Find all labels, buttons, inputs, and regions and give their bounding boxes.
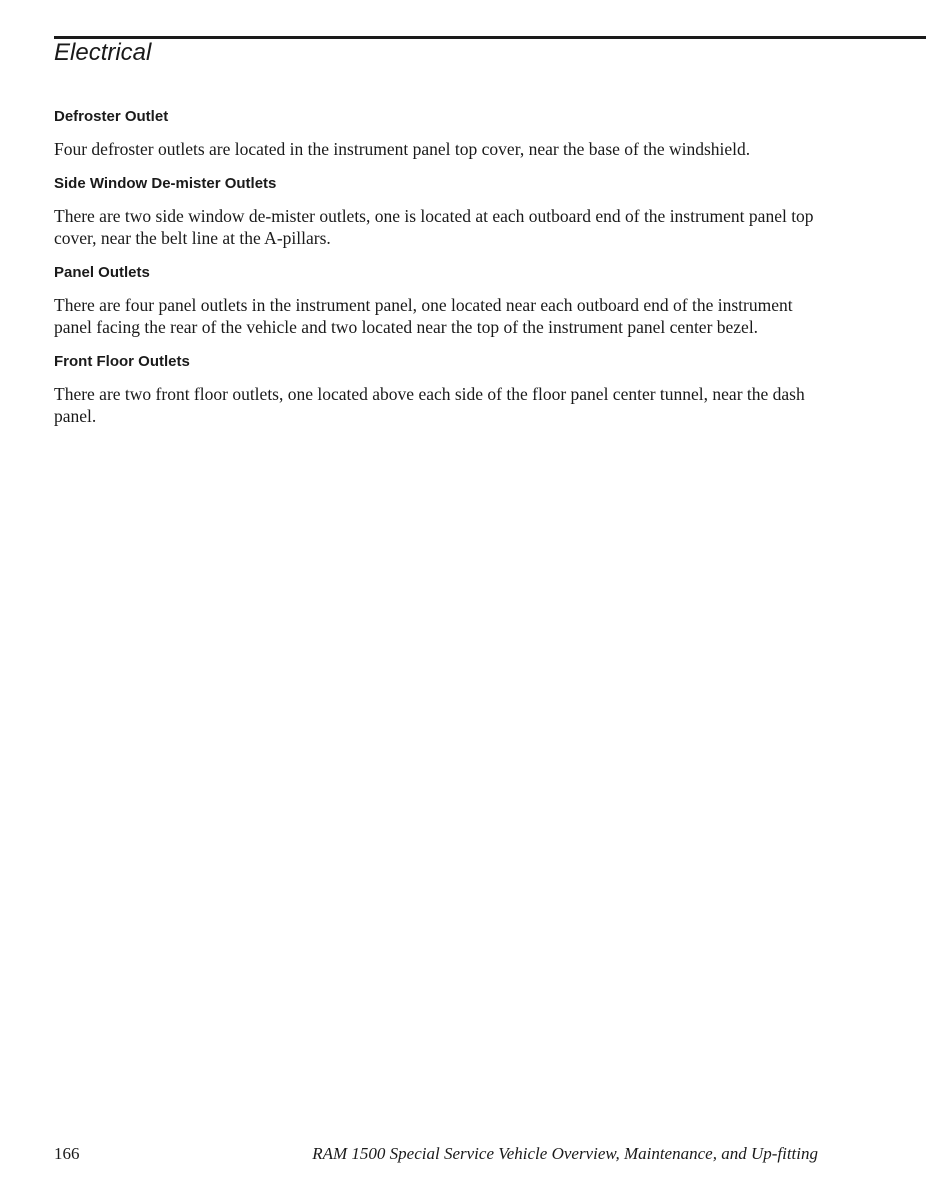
- section-body: Four defroster outlets are located in the instrument panel top cover, near the base of the windshield.: [54, 139, 751, 159]
- section-body: There are two side window de-mister outlets, one is located at each outboard end of the instrument panel top cover, near the belt line at the A-pillars.: [54, 206, 814, 248]
- footer-document-title: RAM 1500 Special Service Vehicle Overview, Maintenance, and Up-fitting: [312, 1144, 818, 1163]
- section-heading: Side Window De-mister Outlets: [54, 175, 277, 192]
- page-number: 166: [54, 1144, 80, 1163]
- section-heading: Front Floor Outlets: [54, 353, 190, 370]
- section-side-window-de-mister-outlets: [54, 173, 824, 249]
- section-heading: Defroster Outlet: [54, 108, 169, 125]
- section-front-floor-outlets: [54, 351, 824, 427]
- section-body: There are four panel outlets in the instrument panel, one located near each outboard end of the instrument panel facing the rear of the vehicle and two located near the top of the instrument panel center bezel.: [54, 295, 793, 337]
- header-rule: [54, 36, 926, 39]
- page-content: [54, 106, 824, 427]
- section-panel-outlets: [54, 262, 824, 338]
- section-heading: Panel Outlets: [54, 264, 150, 281]
- page-section-title: Electrical: [54, 39, 152, 66]
- section-defroster-outlet: [54, 106, 824, 160]
- section-body: There are two front floor outlets, one located above each side of the floor panel center tunnel, near the dash panel.: [54, 384, 805, 426]
